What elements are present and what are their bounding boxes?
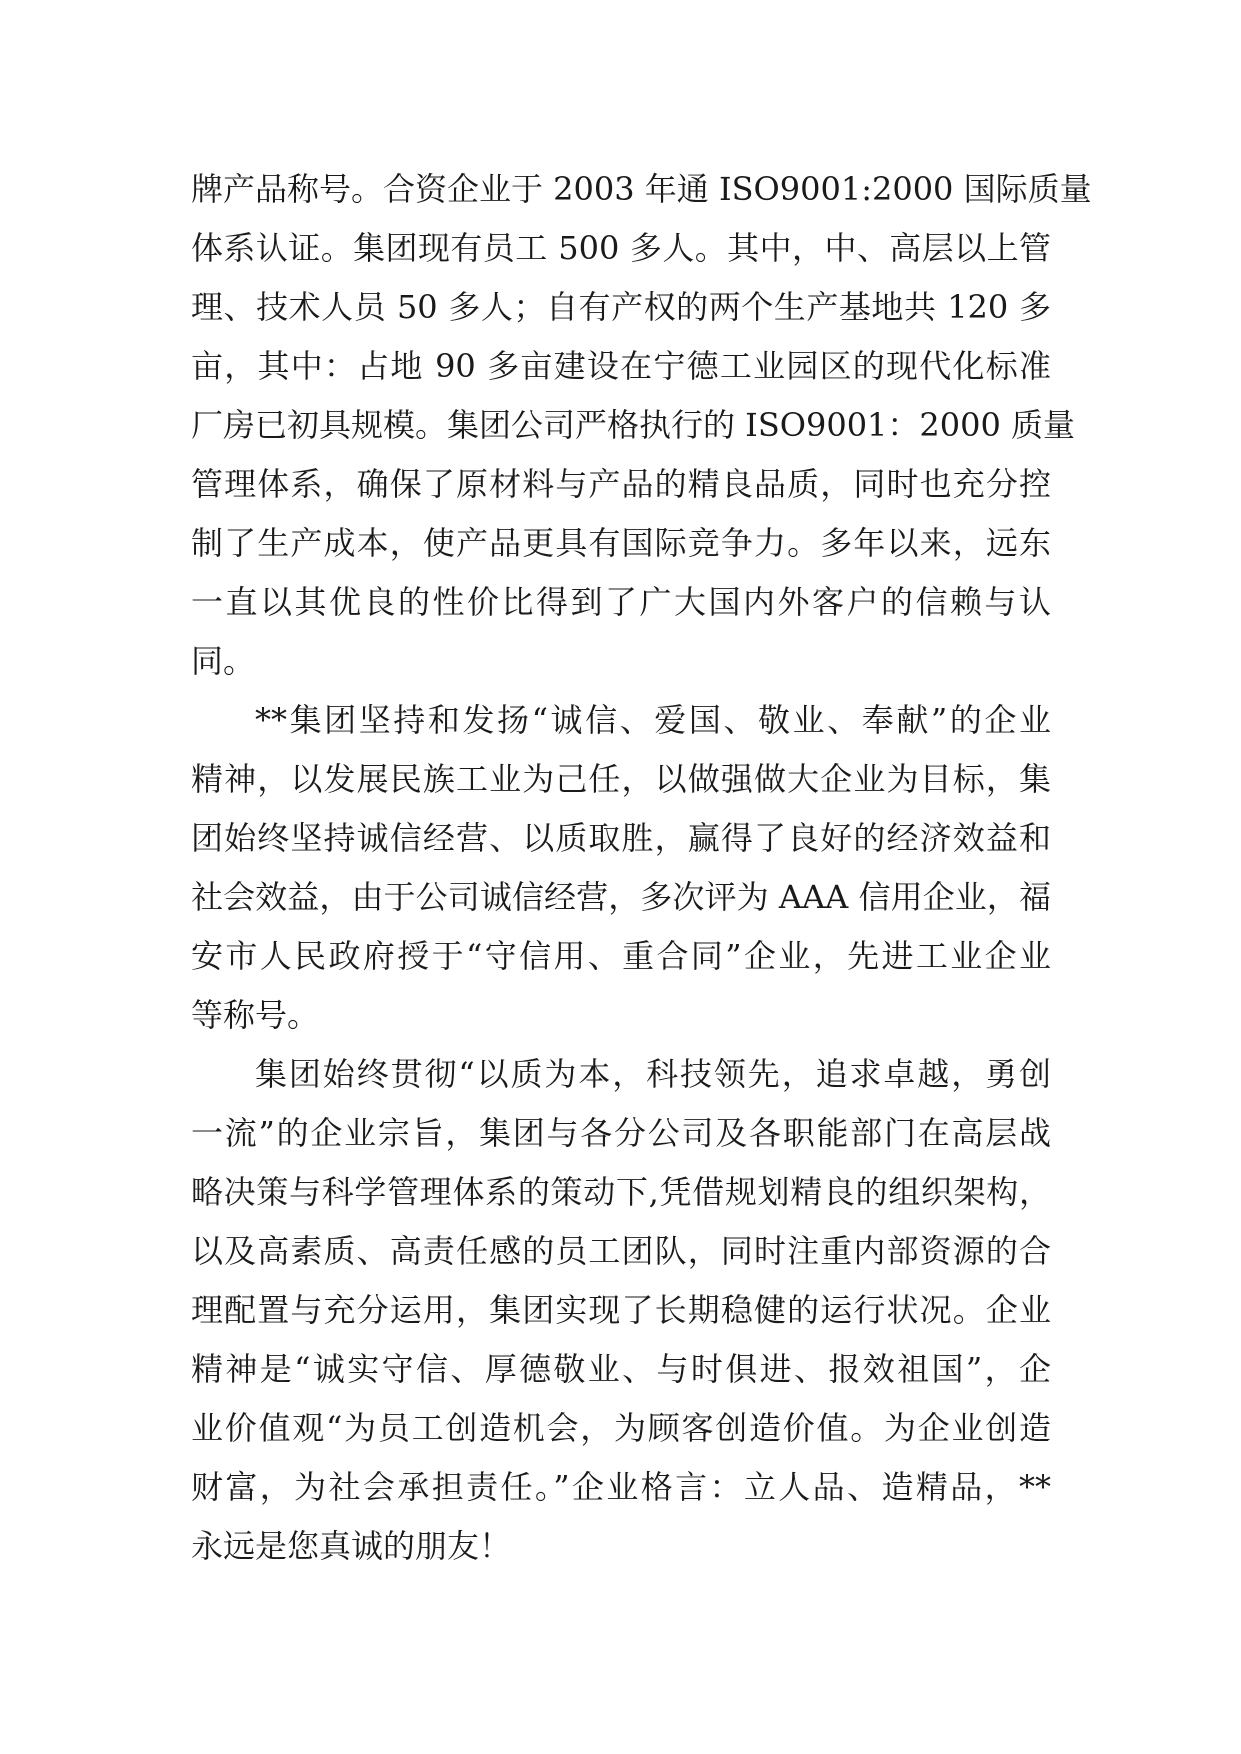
text-line: 牌产品称号。合资企业于 2003 年通 ISO9001:2000 国际质量 bbox=[191, 170, 1092, 208]
document-body bbox=[191, 160, 1092, 1576]
text-line: 永远是您真诚的朋友！ bbox=[191, 1527, 512, 1565]
text-line: 精神，以发展民族工业为己任，以做强做大企业为目标，集 bbox=[191, 760, 1051, 798]
text-line: 安市人民政府授于“守信用、重合同”企业，先进工业企业 bbox=[191, 937, 1051, 975]
text-line: 集团始终贯彻“以质为本，科技领先，追求卓越，勇创 bbox=[255, 1055, 1051, 1093]
text-line: 理、技术人员 50 多人；自有产权的两个生产基地共 120 多 bbox=[191, 288, 1051, 326]
text-line: 一流”的企业宗旨，集团与各分公司及各职能部门在高层战 bbox=[191, 1114, 1051, 1152]
text-line: 制了生产成本，使产品更具有国际竞争力。多年以来，远东 bbox=[191, 524, 1051, 562]
text-line: 略决策与科学管理体系的策动下,凭借规划精良的组织架构， bbox=[191, 1173, 1051, 1211]
text-line: 亩，其中：占地 90 多亩建设在宁德工业园区的现代化标准 bbox=[191, 347, 1051, 385]
paragraph bbox=[191, 160, 1092, 691]
text-line: 管理体系，确保了原材料与产品的精良品质，同时也充分控 bbox=[191, 465, 1051, 503]
text-line: 财富，为社会承担责任。”企业格言：立人品、造精品，** bbox=[191, 1468, 1051, 1506]
text-line: 以及高素质、高责任感的员工团队，同时注重内部资源的合 bbox=[191, 1232, 1051, 1270]
text-line: 社会效益，由于公司诚信经营，多次评为 AAA 信用企业，福 bbox=[191, 878, 1051, 916]
text-line: 理配置与充分运用，集团实现了长期稳健的运行状况。企业 bbox=[191, 1291, 1051, 1329]
text-line: 厂房已初具规模。集团公司严格执行的 ISO9001：2000 质量 bbox=[191, 406, 1076, 444]
paragraph bbox=[191, 1045, 1051, 1576]
text-line: 体系认证。集团现有员工 500 多人。其中，中、高层以上管 bbox=[191, 229, 1051, 267]
text-line: 团始终坚持诚信经营、以质取胜，赢得了良好的经济效益和 bbox=[191, 819, 1051, 857]
text-line: 同。 bbox=[191, 642, 256, 680]
paragraph bbox=[191, 691, 1051, 1045]
text-line: **集团坚持和发扬“诚信、爱国、敬业、奉献”的企业 bbox=[255, 701, 1051, 739]
text-line: 业价值观“为员工创造机会，为顾客创造价值。为企业创造 bbox=[191, 1409, 1051, 1447]
text-line: 等称号。 bbox=[191, 996, 320, 1034]
text-line: 精神是“诚实守信、厚德敬业、与时俱进、报效祖国”，企 bbox=[191, 1350, 1051, 1388]
text-line: 一直以其优良的性价比得到了广大国内外客户的信赖与认 bbox=[191, 583, 1051, 621]
